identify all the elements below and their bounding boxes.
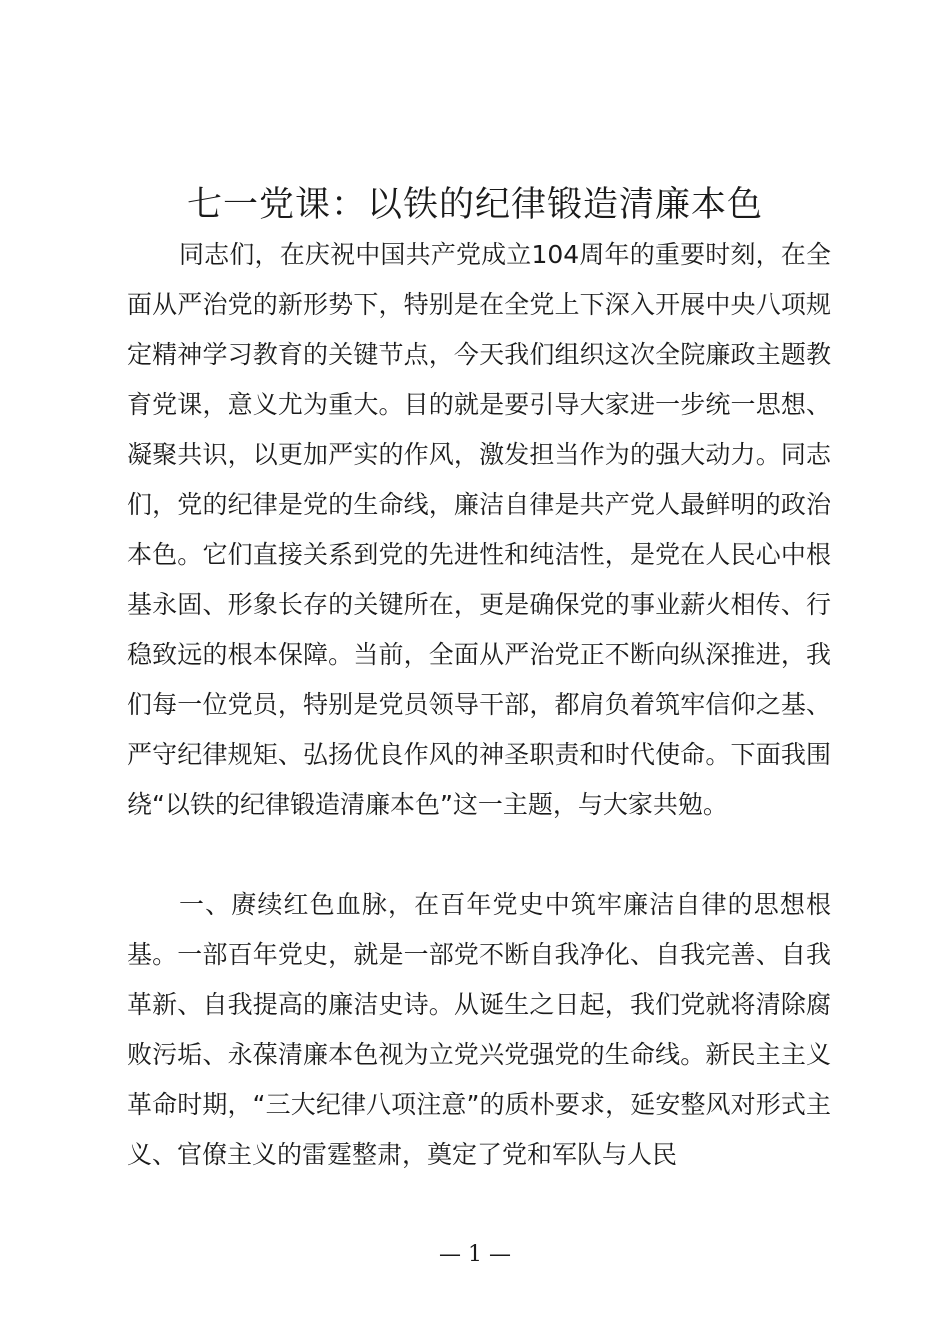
document-title: 七一党课：以铁的纪律锻造清廉本色 <box>186 185 763 225</box>
page-number: — 1 — <box>439 1242 511 1267</box>
body-paragraph: 同志们，在庆祝中国共产党成立104周年的重要时刻，在全面从严治党的新形势下，特别是在全党上下深入开展中央八项规定精神学习教育的关键节点，今天我们组织这次全院廉政主题教育党课，意义尤为重大。目的就是要引导大家进一步统一思想、凝聚共识，以更加严实的作风，激发担当作为的强大动力。同志们，党的纪律是党的生命线，廉洁自律是共产党人最鲜明的政治本色。它们直接关系到党的先进性和纯洁性，是党在人民心中根基永固、形象长存的关键所在，更是确保党的事业薪火相传、行稳致远的根本保障。当前，全面从严治党正不断向纵深推进，我们每一位党员，特别是党员领导干部，都肩负着筑牢信仰之基、严守纪律规矩、弘扬优良作风的神圣职责和时代使命。下面我围绕“以铁的纪律锻造清廉本色”这一主题，与大家共勉。 <box>127 240 831 819</box>
body-paragraph: 一、赓续红色血脉，在百年党史中筑牢廉洁自律的思想根基。一部百年党史，就是一部党不断自我净化、自我完善、自我革新、自我提高的廉洁史诗。从诞生之日起，我们党就将清除腐败污垢、永葆清廉本色视为立党兴党强党的生命线。新民主主义革命时期，“三大纪律八项注意”的质朴要求，延安整风对形式主义、官僚主义的雷霆整肃，奠定了党和军队与人民 <box>127 890 831 1169</box>
